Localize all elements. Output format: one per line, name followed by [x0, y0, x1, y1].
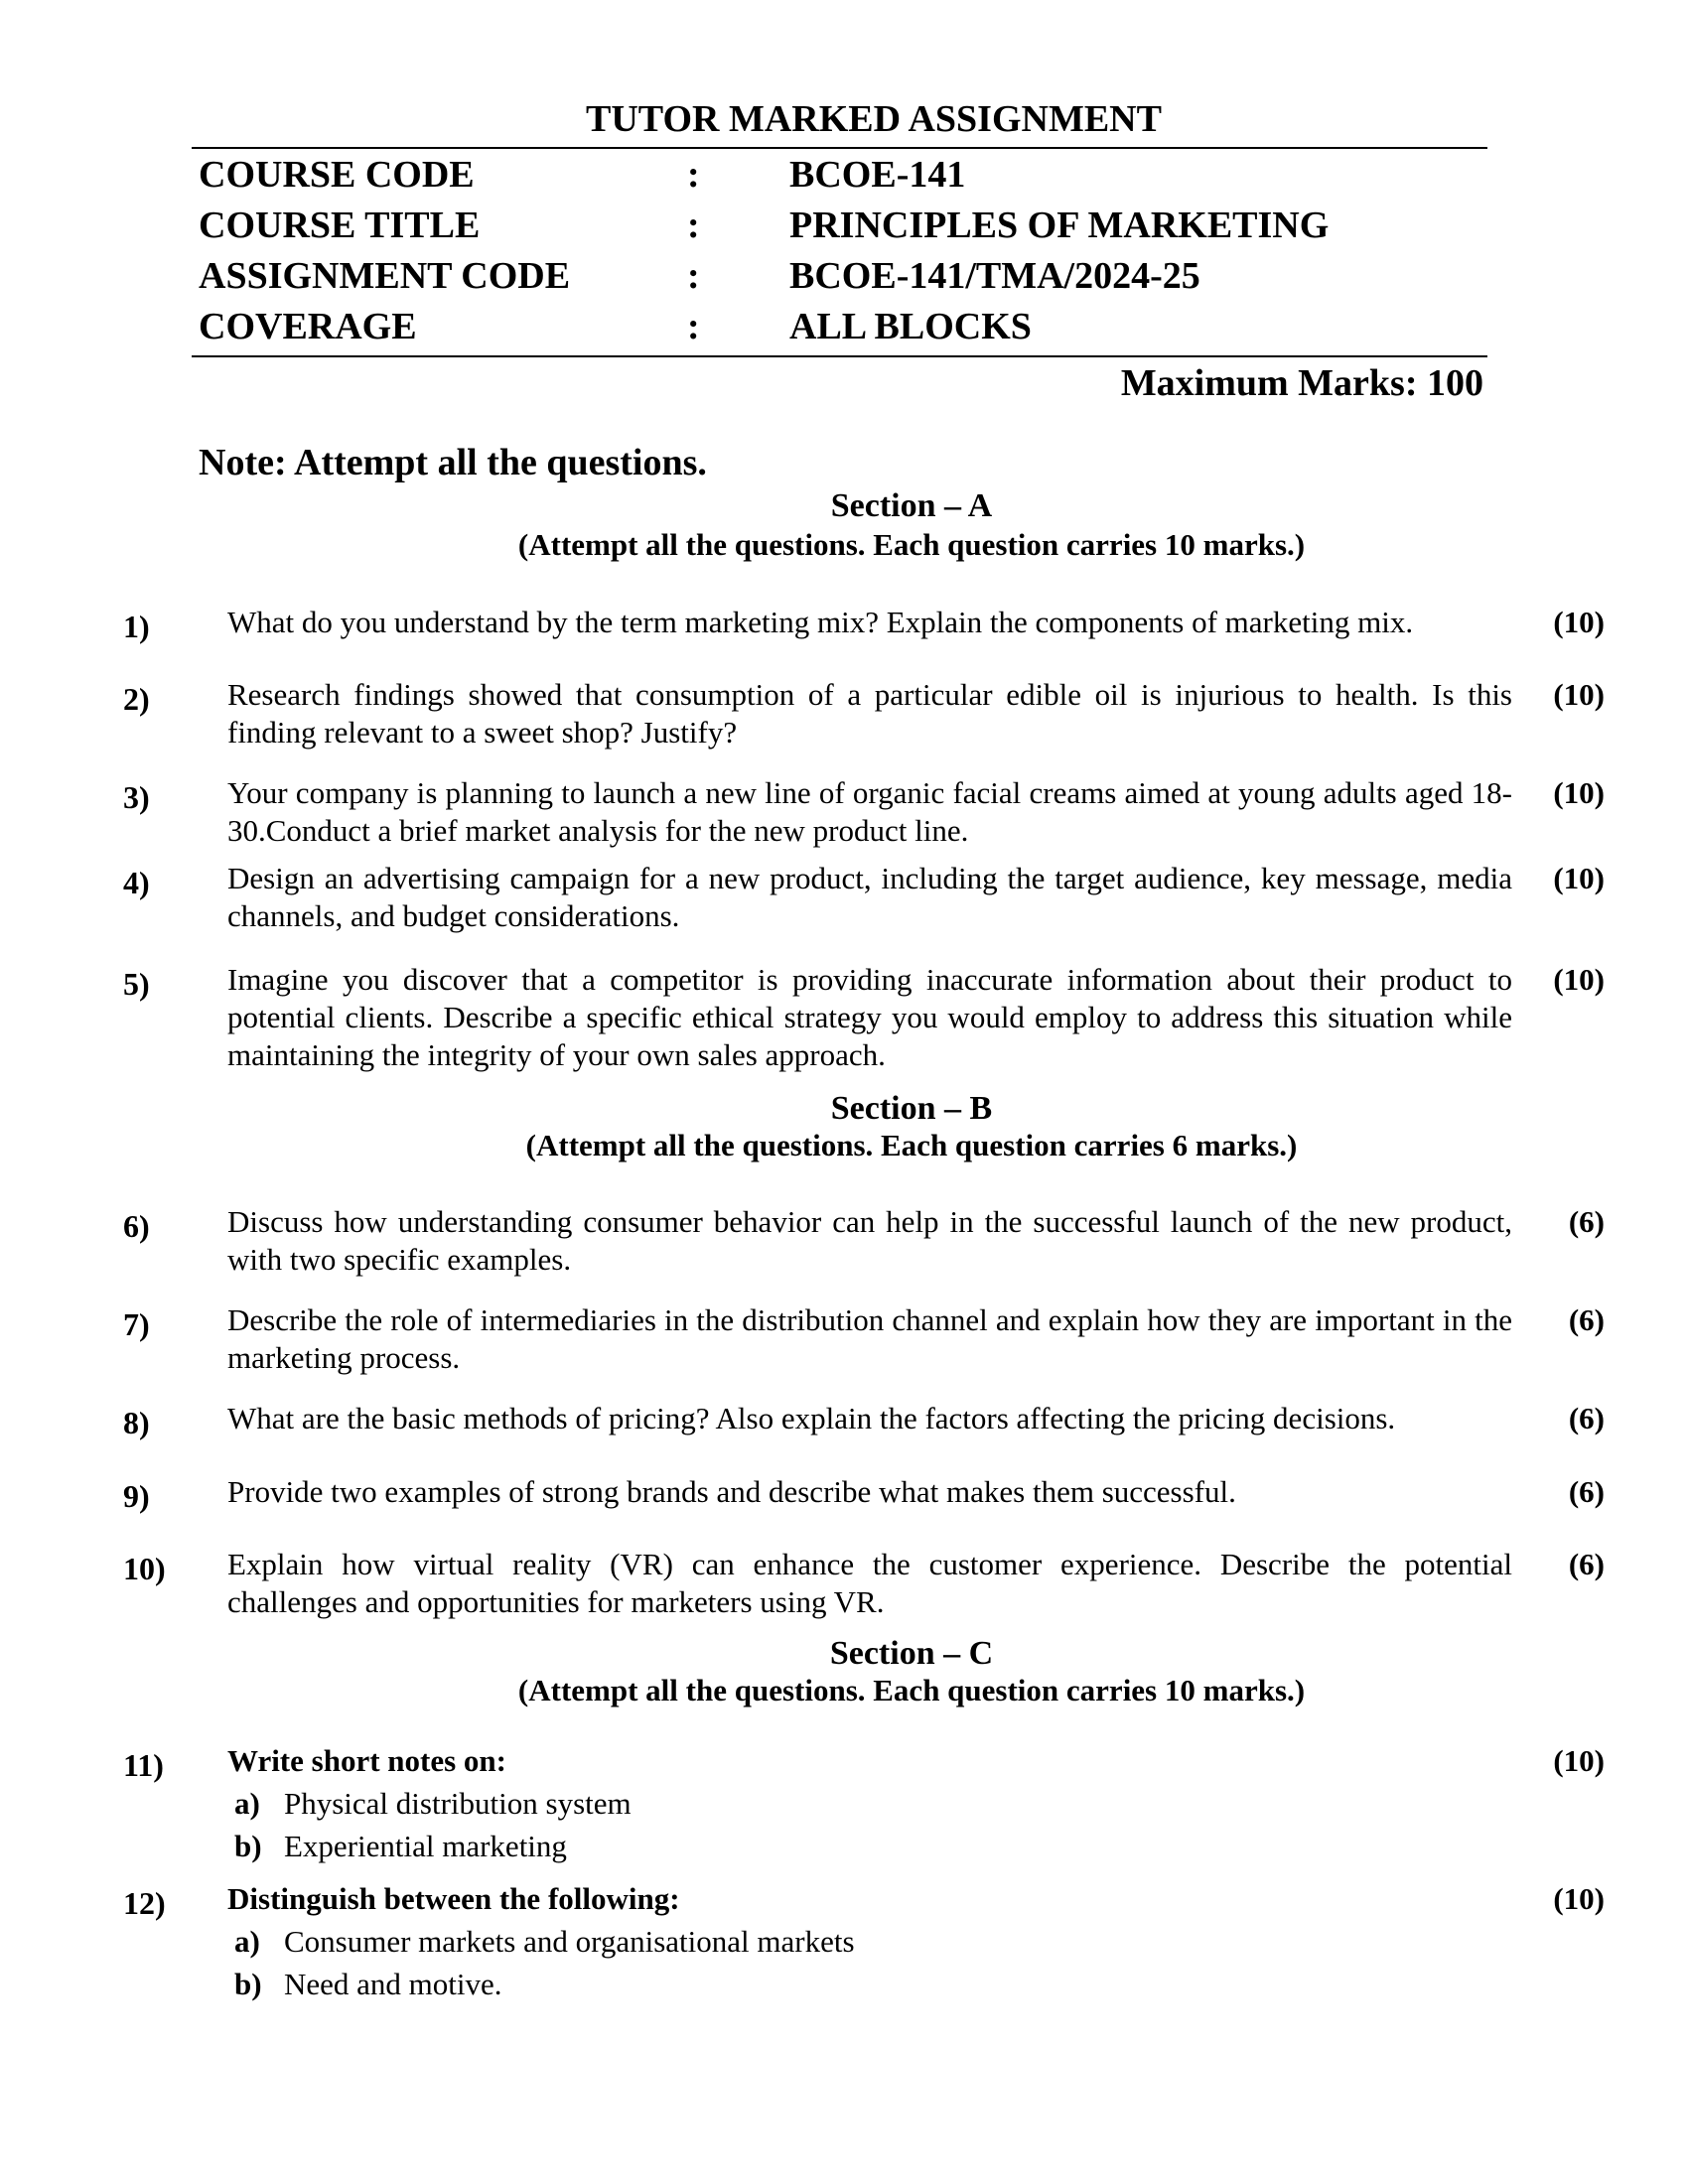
section-b-subtitle: (Attempt all the questions. Each question carries 6 marks.) — [525, 1128, 1298, 1162]
question-marks: (10) — [1553, 1743, 1605, 1778]
question-marks: (10) — [1553, 861, 1605, 895]
course-title-value: PRINCIPLES OF MARKETING — [789, 205, 1330, 246]
question-number: 8) — [123, 1405, 150, 1440]
sub-question-letter: a) — [234, 1924, 260, 1959]
question-marks: (10) — [1553, 605, 1605, 639]
coverage-value: ALL BLOCKS — [789, 306, 1032, 347]
question-number: 4) — [123, 865, 150, 900]
course-code-colon: : — [687, 154, 700, 196]
question-text: What are the basic methods of pricing? Also explain the factors affecting the pricing decisions. — [227, 1401, 1396, 1435]
course-title-colon: : — [687, 205, 700, 246]
section-a-subtitle: (Attempt all the questions. Each question carries 10 marks.) — [517, 527, 1306, 562]
question-text: Provide two examples of strong brands and describe what makes them successful. — [227, 1474, 1236, 1509]
note: Note: Attempt all the questions. — [199, 442, 707, 483]
assignment-code-colon: : — [687, 255, 700, 297]
question-text: Explain how virtual reality (VR) can enhance the customer experience. Describe the potential challenges and opportunities for marketers using VR. — [227, 1547, 1512, 1619]
question-marks: (6) — [1568, 1547, 1605, 1581]
question-marks: (6) — [1568, 1474, 1605, 1509]
question-text: Describe the role of intermediaries in the distribution channel and explain how they are important in the marketing process. — [227, 1302, 1512, 1375]
question-marks: (6) — [1568, 1302, 1605, 1337]
course-title-label: COURSE TITLE — [199, 205, 481, 246]
sub-question-letter: b) — [234, 1829, 262, 1863]
assignment-code-label: ASSIGNMENT CODE — [199, 255, 571, 297]
sub-question-letter: a) — [234, 1786, 260, 1821]
question-marks: (6) — [1568, 1204, 1605, 1239]
question-text: Imagine you discover that a competitor is providing inaccurate information about their product to potential clients. Describe a specific ethical strategy you would employ to address this situation while maintaining the integrity of your own sales approach. — [227, 962, 1512, 1072]
question-number: 10) — [123, 1551, 166, 1586]
document-title: TUTOR MARKED ASSIGNMENT — [586, 98, 1162, 140]
question-text: Your company is planning to launch a new line of organic facial creams aimed at young adults aged 18-30.Conduct a brief market analysis for the new product line. — [227, 775, 1512, 848]
section-b-title: Section – B — [830, 1090, 993, 1127]
question-number: 6) — [123, 1208, 150, 1244]
question-number: 9) — [123, 1478, 150, 1514]
sub-question-text: Consumer markets and organisational markets — [284, 1924, 855, 1959]
question-marks: (6) — [1568, 1401, 1605, 1435]
sub-question-text: Physical distribution system — [284, 1786, 632, 1821]
sub-question-text: Need and motive. — [284, 1967, 502, 2001]
question-number: 1) — [123, 609, 150, 644]
section-c-title: Section – C — [829, 1635, 994, 1672]
question-number: 12) — [123, 1885, 166, 1921]
question-text: Discuss how understanding consumer behavior can help in the successful launch of the new product, with two specific examples. — [227, 1204, 1512, 1277]
question-marks: (10) — [1553, 962, 1605, 997]
question-number: 5) — [123, 966, 150, 1002]
section-c-subtitle: (Attempt all the questions. Each question carries 10 marks.) — [517, 1673, 1306, 1707]
course-code-value: BCOE-141 — [789, 154, 966, 196]
question-marks: (10) — [1553, 677, 1605, 712]
header-top-rule — [192, 147, 1487, 149]
question-number: 11) — [123, 1747, 164, 1783]
question-marks: (10) — [1553, 1881, 1605, 1916]
course-code-label: COURSE CODE — [199, 154, 475, 196]
sub-question-letter: b) — [234, 1967, 262, 2001]
header-bottom-rule — [192, 355, 1487, 357]
question-heading: Write short notes on: — [227, 1743, 506, 1778]
question-marks: (10) — [1553, 775, 1605, 810]
question-text: Research findings showed that consumption of a particular edible oil is injurious to health. Is this finding relevant to a sweet shop? Justify? — [227, 677, 1512, 750]
sub-question-text: Experiential marketing — [284, 1829, 567, 1863]
question-text: Design an advertising campaign for a new product, including the target audience, key message, media channels, and budget considerations. — [227, 861, 1512, 933]
assignment-code-value: BCOE-141/TMA/2024-25 — [789, 255, 1200, 297]
coverage-colon: : — [687, 306, 700, 347]
question-heading: Distinguish between the following: — [227, 1881, 680, 1916]
maximum-marks: Maximum Marks: 100 — [1120, 362, 1483, 404]
section-a-title: Section – A — [830, 487, 993, 524]
question-number: 3) — [123, 779, 150, 815]
question-number: 2) — [123, 681, 150, 717]
coverage-label: COVERAGE — [199, 306, 417, 347]
question-number: 7) — [123, 1306, 150, 1342]
question-text: What do you understand by the term marketing mix? Explain the components of marketing mix. — [227, 605, 1414, 639]
